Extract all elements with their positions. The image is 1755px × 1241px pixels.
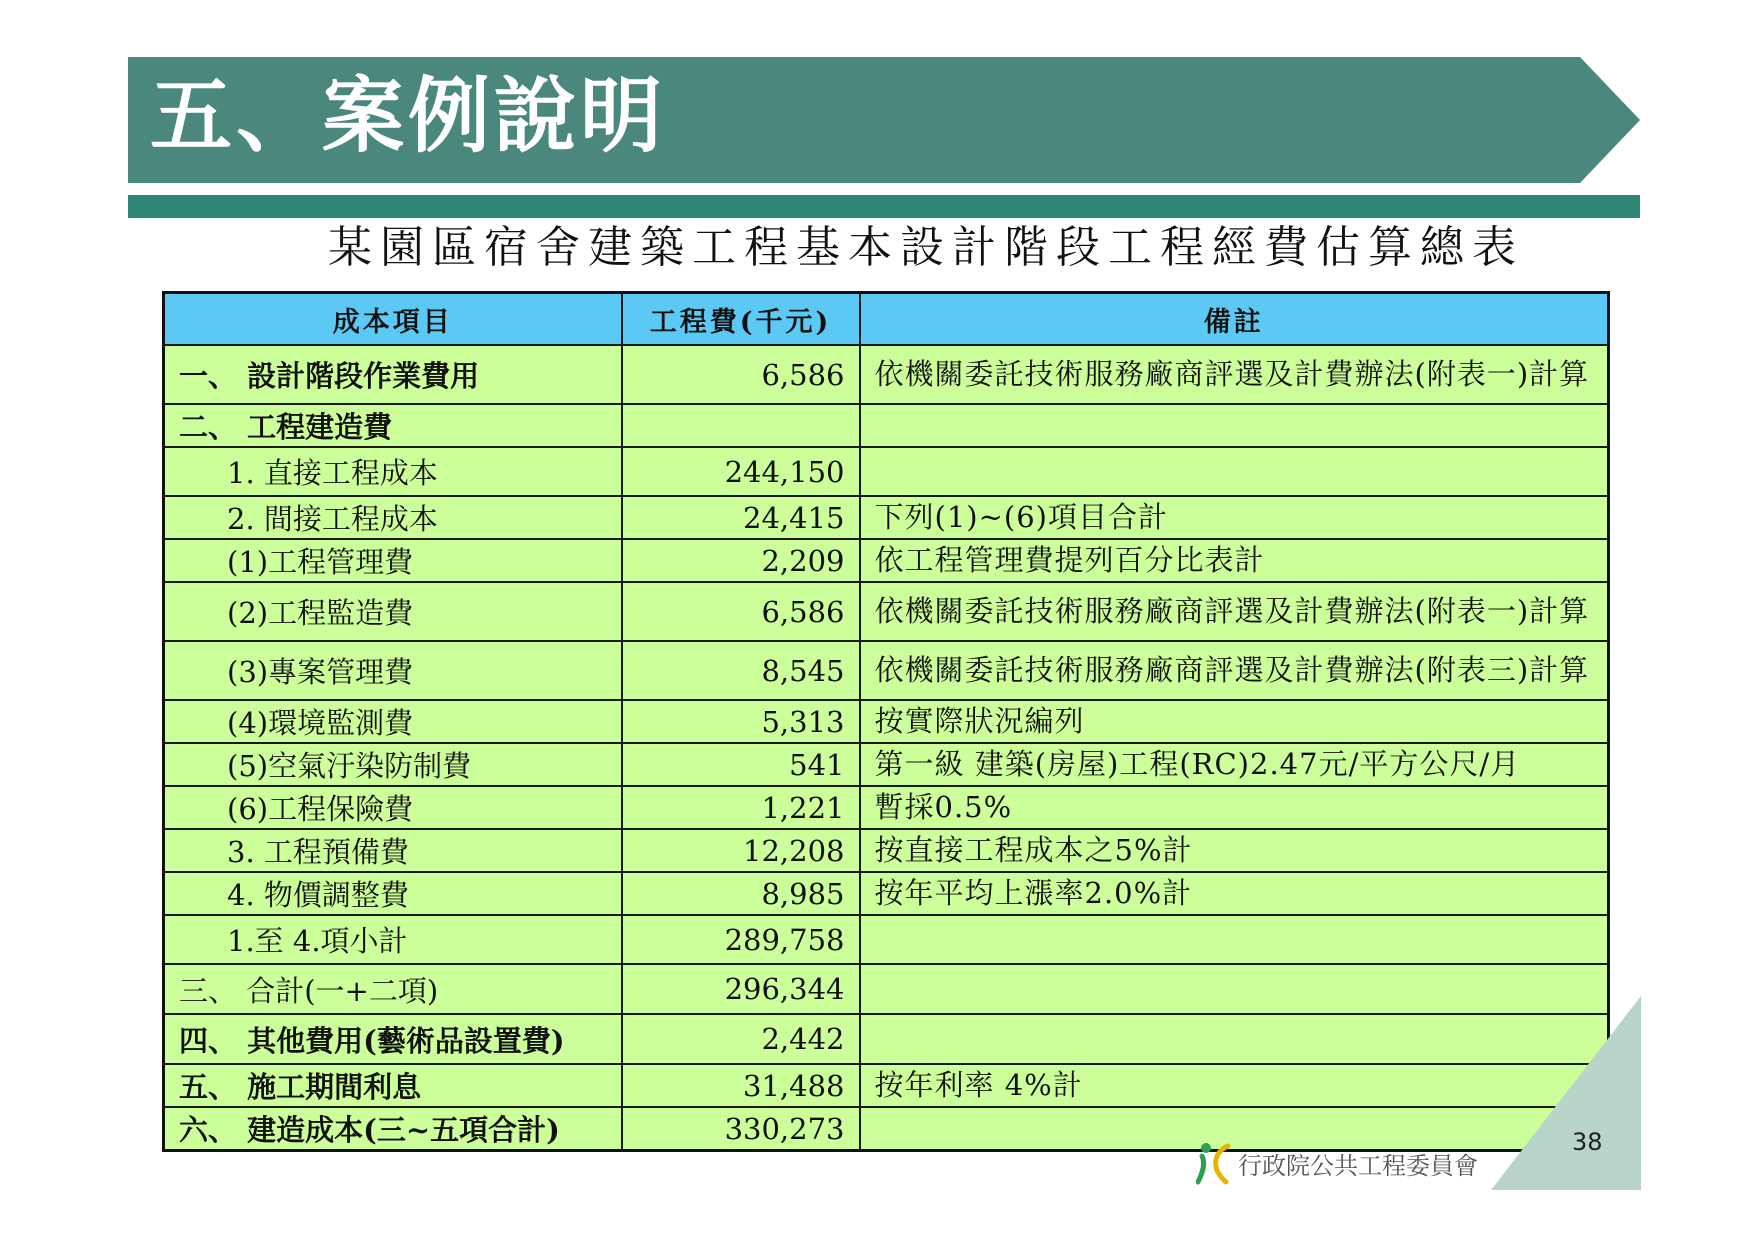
row-remark: 按年平均上漲率2.0%計 — [860, 872, 1609, 915]
row-item: (3)專案管理費 — [164, 641, 622, 700]
row-remark: 依機關委託技術服務廠商評選及計費辦法(附表一)計算 — [860, 582, 1609, 641]
row-item: 四、 其他費用(藝術品設置費) — [164, 1014, 622, 1064]
row-item: 一、 設計階段作業費用 — [164, 345, 622, 404]
row-remark: 第一級 建築(房屋)工程(RC)2.47元/平方公尺/月 — [860, 743, 1609, 786]
section-title: 五、案例說明 — [150, 69, 667, 164]
title-underline-bar — [128, 195, 1640, 218]
row-remark: 按年利率 4%計 — [860, 1064, 1609, 1107]
row-cost: 289,758 — [622, 915, 860, 964]
row-item: (1)工程管理費 — [164, 539, 622, 582]
row-item: 2. 間接工程成本 — [164, 496, 622, 539]
table-row — [164, 964, 1609, 1014]
row-cost: 5,313 — [622, 700, 860, 743]
row-cost: 24,415 — [622, 496, 860, 539]
row-item: 1. 直接工程成本 — [164, 447, 622, 496]
table-row — [164, 915, 1609, 964]
table-row — [164, 829, 1609, 872]
table-row — [164, 539, 1609, 582]
row-cost: 541 — [622, 743, 860, 786]
section-banner — [128, 57, 1640, 183]
row-remark: 依工程管理費提列百分比表計 — [860, 539, 1609, 582]
cost-estimate-table — [162, 291, 1610, 1152]
table-row — [164, 404, 1609, 447]
row-cost: 8,545 — [622, 641, 860, 700]
row-item: 二、 工程建造費 — [164, 404, 622, 447]
table-row — [164, 786, 1609, 829]
row-cost — [622, 404, 860, 447]
row-cost: 296,344 — [622, 964, 860, 1014]
row-cost: 8,985 — [622, 872, 860, 915]
row-item: 1.至 4.項小計 — [164, 915, 622, 964]
row-cost: 1,221 — [622, 786, 860, 829]
row-remark — [860, 447, 1609, 496]
row-item: (4)環境監測費 — [164, 700, 622, 743]
row-remark — [860, 404, 1609, 447]
row-cost: 2,442 — [622, 1014, 860, 1064]
row-cost: 244,150 — [622, 447, 860, 496]
column-header-remark: 備註 — [860, 293, 1609, 346]
table-row — [164, 872, 1609, 915]
table-row — [164, 582, 1609, 641]
column-header-cost: 工程費(千元) — [622, 293, 860, 346]
row-remark: 按實際狀況編列 — [860, 700, 1609, 743]
row-item: 4. 物價調整費 — [164, 872, 622, 915]
row-item: 三、 合計(一+二項) — [164, 964, 622, 1014]
table-row — [164, 447, 1609, 496]
row-item: (5)空氣汙染防制費 — [164, 743, 622, 786]
row-cost: 330,273 — [622, 1107, 860, 1151]
table-row — [164, 641, 1609, 700]
table-row — [164, 700, 1609, 743]
organization-name: 行政院公共工程委員會 — [1238, 1151, 1478, 1180]
table-row — [164, 743, 1609, 786]
table-row — [164, 496, 1609, 539]
table-header-row — [164, 293, 1609, 346]
row-item: 五、 施工期間利息 — [164, 1064, 622, 1107]
table-title: 某園區宿舍建築工程基本設計階段工程經費估算總表 — [328, 222, 1524, 273]
row-remark: 按直接工程成本之5%計 — [860, 829, 1609, 872]
row-remark: 下列(1)~(6)項目合計 — [860, 496, 1609, 539]
row-cost: 2,209 — [622, 539, 860, 582]
row-item: 六、 建造成本(三~五項合計) — [164, 1107, 622, 1151]
row-item: 3. 工程預備費 — [164, 829, 622, 872]
row-remark: 暫採0.5% — [860, 786, 1609, 829]
row-item: (6)工程保險費 — [164, 786, 622, 829]
footer-logo — [1196, 1140, 1478, 1186]
row-cost: 31,488 — [622, 1064, 860, 1107]
page-number: 38 — [1572, 1128, 1603, 1156]
table-row — [164, 1064, 1609, 1107]
row-cost: 12,208 — [622, 829, 860, 872]
commission-logo-icon — [1196, 1140, 1232, 1186]
table-row — [164, 345, 1609, 404]
row-remark — [860, 915, 1609, 964]
corner-triangle-decoration — [1491, 996, 1641, 1190]
row-item: (2)工程監造費 — [164, 582, 622, 641]
column-header-item: 成本項目 — [164, 293, 622, 346]
row-cost: 6,586 — [622, 582, 860, 641]
row-remark: 依機關委託技術服務廠商評選及計費辦法(附表一)計算 — [860, 345, 1609, 404]
table-row — [164, 1014, 1609, 1064]
row-remark: 依機關委託技術服務廠商評選及計費辦法(附表三)計算 — [860, 641, 1609, 700]
row-cost: 6,586 — [622, 345, 860, 404]
